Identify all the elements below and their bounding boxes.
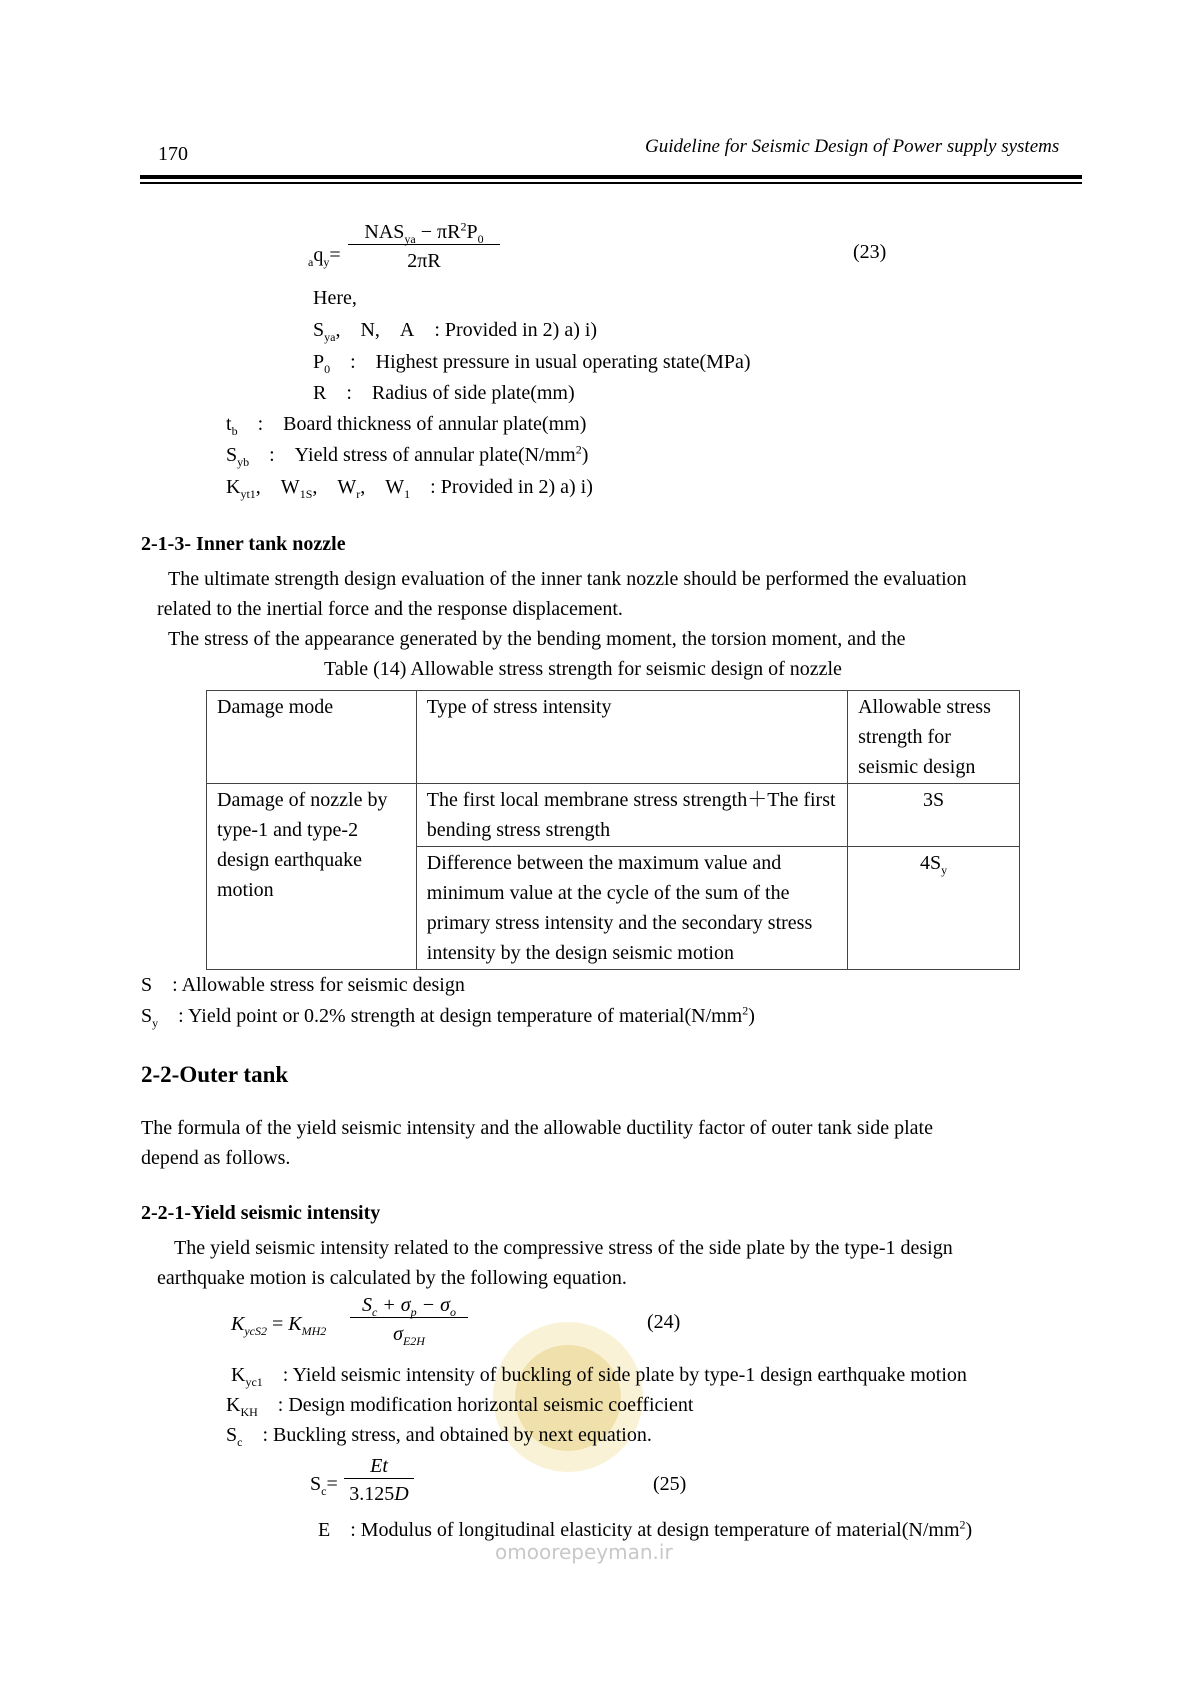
cell-stress-type-1: The first local membrane stress strength＋The first bending stress strength bbox=[416, 784, 847, 847]
eq23-lhs-main: q bbox=[313, 244, 324, 266]
def-sya: $S_{ya}$, N, A : Provided in 2) a) i) bbox=[313, 319, 598, 344]
note-sy: $S_y$ : Yield point or 0.2% strength at design temperature of $material(N/mm^2)$ bbox=[141, 1003, 755, 1030]
page-number: 170 bbox=[158, 143, 188, 165]
section-2-2-heading: 2-2-Outer tank bbox=[141, 1062, 289, 1087]
eq23-denominator: 2πR bbox=[407, 250, 441, 272]
def-e: E : Modulus of longitudinal elasticity at design temperature of $material(N/mm^2)$ bbox=[318, 1517, 973, 1541]
def-sc: $S_c$ : Buckling stress, and obtained by next equation. bbox=[226, 1424, 652, 1449]
eq23-lhs-sub: y bbox=[323, 255, 330, 269]
header-type-of-stress: Type of stress intensity bbox=[416, 691, 847, 784]
sec22-p-line1: The formula of the yield seismic intensity and the allowable ductility factor of outer tank side plate bbox=[141, 1117, 933, 1139]
eq24-numerator: $S_c + \sigma_p - \sigma_o$ bbox=[361, 1294, 457, 1319]
table-caption: Table (14) Allowable stress strength for seismic design of nozzle bbox=[324, 658, 842, 680]
eq23-fraction bbox=[348, 220, 500, 273]
note-s: S : Allowable stress for seismic design bbox=[141, 974, 465, 996]
cell-allowable-1: 3S bbox=[848, 784, 1020, 847]
eq25-lhs: $S_c=$ bbox=[310, 1473, 338, 1498]
sec221-p-line2: earthquake motion is calculated by the following equation. bbox=[157, 1267, 627, 1289]
def-r: R : Radius of side plate(mm) bbox=[313, 382, 575, 404]
here-label: Here, bbox=[313, 287, 357, 309]
section-2-1-3-heading: 2-1-3- Inner tank nozzle bbox=[141, 533, 346, 555]
eq23-label: (23) bbox=[853, 241, 887, 263]
watermark-text: omoorepeyman.ir bbox=[495, 1540, 673, 1564]
cell-damage-mode: Damage of nozzle by type-1 and type-2 design earthquake motion bbox=[207, 784, 417, 970]
cell-allowable-2: $4S_y$ bbox=[848, 847, 1020, 970]
running-title: Guideline for Seismic Design of Power supply systems bbox=[645, 136, 1060, 157]
sec221-p-line1: The yield seismic intensity related to the compressive stress of the side plate by the type-1 design bbox=[174, 1237, 953, 1259]
sec213-p1-line1: The ultimate strength design evaluation of the inner tank nozzle should be performed the evaluation bbox=[168, 568, 967, 590]
eq25-fraction bbox=[344, 1454, 414, 1506]
eq23-numerator: $NAS_{ya} - \pi R^2P_0$ bbox=[364, 219, 484, 246]
header-rule-thick bbox=[140, 175, 1082, 179]
allowable-stress-table bbox=[206, 690, 1020, 970]
section-2-2-1-heading: 2-2-1-Yield seismic intensity bbox=[141, 1202, 381, 1224]
sec22-p-line2: depend as follows. bbox=[141, 1147, 291, 1169]
eq23-equals: = bbox=[329, 244, 341, 266]
table-header-row bbox=[207, 691, 1020, 784]
def-kyt1: $K_{yt1}$, $W_{1S}$, $W_r$, $W_1$ : Provided in 2) a) i) bbox=[226, 476, 593, 501]
eq25-fraction-bar bbox=[344, 1478, 414, 1479]
header-rule-thin bbox=[140, 182, 1082, 184]
cell-stress-type-2: Difference between the maximum value and minimum value at the cycle of the sum of the primary stress intensity and the secondary stress intensity by the design seismic motion bbox=[416, 847, 847, 970]
def-p0: $P_0$ : Highest pressure in usual operating state(MPa) bbox=[313, 351, 751, 376]
eq25-label: (25) bbox=[653, 1473, 687, 1495]
eq24-denominator: $\sigma_{E2H}$ bbox=[393, 1323, 425, 1348]
eq23-lhs bbox=[308, 243, 341, 267]
sec213-p1-line2: related to the inertial force and the response displacement. bbox=[157, 598, 623, 620]
header-allowable-stress: Allowable stress strength for seismic design bbox=[848, 691, 1020, 784]
eq24-lhs: $K_{ycS2} = K_{MH2}$ bbox=[231, 1313, 327, 1338]
sec213-p2-line1: The stress of the appearance generated by the bending moment, the torsion moment, and the bbox=[168, 628, 906, 650]
eq23-lhs-prefix: a bbox=[308, 255, 314, 269]
eq24-fraction bbox=[350, 1293, 468, 1346]
def-kyc1: $K_{yc1}$ : Yield seismic intensity of buckling of side plate by type-1 design earthquake motion bbox=[231, 1364, 967, 1389]
eq24-label: (24) bbox=[647, 1311, 681, 1333]
eq25-numerator: Et bbox=[370, 1455, 388, 1477]
table-row bbox=[207, 784, 1020, 847]
def-tb: $t_b$ : Board thickness of annular plate(mm) bbox=[226, 413, 587, 438]
def-syb: $S_{yb}$ : Yield stress of annular $plate(N/mm^2)$ bbox=[226, 442, 589, 469]
header-damage-mode: Damage mode bbox=[207, 691, 417, 784]
def-kkh: $K_{KH}$ : Design modification horizontal seismic coefficient bbox=[226, 1394, 694, 1419]
eq25-denominator: 3.125D bbox=[349, 1483, 409, 1505]
